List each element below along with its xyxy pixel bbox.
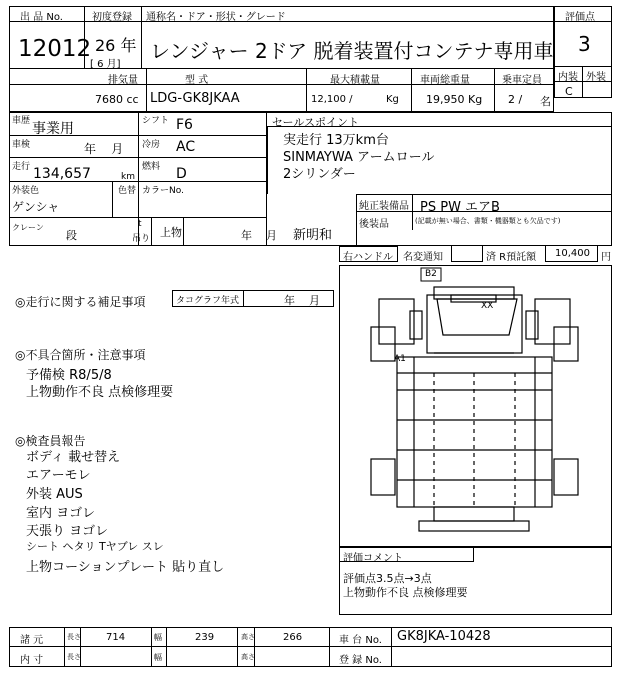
inspection-label: 車検 (12, 140, 31, 150)
reg-label: 登 録 No. (339, 655, 382, 666)
inspector-line-4: 室内 ヨゴレ (26, 506, 96, 521)
tachograph-date: 年 月 (284, 294, 320, 307)
defect-line-2: 上物動作不良 点検修理要 (26, 385, 174, 400)
interior-grade-label: 内装 (558, 72, 578, 83)
color-value: ゲンシャ (12, 200, 60, 214)
score-value: 3 (578, 32, 591, 56)
sales-line-3: 2シリンダー (283, 167, 356, 182)
comment-label: 評価コメント (343, 553, 403, 564)
shift-label: シフト (142, 116, 170, 126)
upper-date: 年 月 (241, 229, 277, 242)
capacity-unit: 名 (540, 95, 551, 108)
ac-label: 冷房 (142, 140, 161, 150)
gross-weight-label: 車両総重量 (420, 75, 470, 86)
crane-ton: t (138, 219, 142, 229)
upper-label-divider (152, 218, 184, 246)
upper-label: 上物 (160, 226, 182, 239)
name-change-box (451, 245, 483, 262)
name-change-label: 名変通知 (403, 252, 443, 263)
crane-divider (9, 218, 152, 246)
model-value: LDG-GK8JKAA (150, 91, 240, 106)
inspector-section: ◎検査員報告 (15, 434, 86, 448)
interior-footer-label: 内 寸 (20, 655, 44, 666)
damage-mark-b2: B2 (425, 269, 437, 279)
rear-step-outline (419, 521, 529, 531)
width-label-2: 幅 (154, 653, 162, 662)
history-value: 事業用 (32, 121, 74, 137)
history-label: 車歴 (12, 116, 31, 126)
lot-no-value: 12012 (18, 36, 92, 62)
rear-bumper-outline (434, 507, 514, 521)
tachograph-label: タコグラフ年式 (176, 296, 240, 306)
first-reg-year: 26 年 (95, 36, 137, 55)
length-label-2: 長さ (67, 653, 81, 661)
lot-no-label: 出 品 No. (20, 12, 63, 23)
crane-lift: 吊り (132, 234, 151, 244)
color-label: 外装色 (12, 186, 40, 196)
color-no-label: 色替 (118, 186, 137, 196)
length-value: 714 (106, 632, 126, 643)
interior-grade-value: C (565, 85, 573, 98)
cab-roof-outline (434, 287, 514, 299)
windshield-outline (437, 299, 517, 335)
mileage-unit: km (121, 172, 135, 182)
recycle-label: 済 R預託額 (486, 252, 537, 263)
equipment-value: PS PW エアB (420, 200, 500, 215)
inspector-line-6: シート ヘタリ Tヤブレ スレ (26, 540, 164, 553)
width-label: 幅 (154, 633, 162, 642)
upper-maker: 新明和 (293, 228, 333, 243)
max-load-label: 最大積載量 (330, 75, 380, 86)
equipment-left-edge (356, 194, 357, 246)
defect-section: ◎不具合箇所・注意事項 (15, 348, 146, 362)
spec-row-2 (9, 136, 267, 158)
sales-line-2: SINMAYWA アームロール (283, 150, 435, 165)
displacement-value: 7680 cc (95, 93, 139, 106)
rear-left-wheel-outline (371, 459, 395, 495)
capacity-label: 乗車定員 (502, 75, 542, 86)
inspector-line-2: エアーモレ (26, 468, 91, 483)
recycle-unit: 円 (601, 252, 611, 263)
spec-footer-label: 諸 元 (20, 635, 44, 646)
car-name: レンジャー 2ドア 脱着装置付コンテナ専用車 (150, 39, 554, 63)
score-label: 評価点 (565, 12, 595, 23)
comment-line-2: 上物動作不良 点検修理要 (343, 586, 468, 599)
mileage-label: 走行 (12, 162, 31, 172)
height-label-2: 高さ (241, 653, 255, 661)
inspection-value: 年 月 (84, 142, 124, 156)
inspector-line-1: ボディ 載せ替え (26, 450, 121, 465)
front-left-fender-outline (379, 299, 414, 344)
chassis-label: 車 台 No. (339, 635, 382, 646)
right-mirror-outline (526, 311, 538, 339)
equipment-label: 純正装備品 (359, 201, 409, 212)
recycle-value: 10,400 (555, 248, 590, 259)
defect-line-1: 予備検 R8/5/8 (26, 368, 112, 383)
aftermarket-label: 後装品 (359, 219, 389, 230)
inspector-line-3: 外装 AUS (26, 487, 83, 502)
first-reg-label: 初度登録 (92, 12, 132, 23)
name-label: 通称名・ドア・形状・グレード (146, 12, 286, 23)
damage-mark-a1: A1 (394, 354, 406, 364)
crane-stage: 段 (66, 229, 77, 242)
sales-line-1: 実走行 13万km台 (283, 133, 389, 148)
shift-value: F6 (176, 117, 193, 133)
ac-value: AC (176, 139, 196, 155)
aftermarket-note: (記載が無い場合、書類・機器類とも欠品です) (415, 217, 561, 225)
tachograph-section: ◎走行に関する補足事項 (15, 295, 146, 309)
chassis-value: GK8JKA-10428 (397, 629, 491, 644)
model-label: 型 式 (185, 75, 209, 86)
rear-right-wheel-outline (554, 459, 578, 495)
height-value: 266 (283, 632, 303, 643)
capacity-value: 2 / (508, 93, 523, 106)
color-code-label: カラーNo. (142, 186, 184, 196)
max-load-unit: Kg (386, 94, 399, 105)
width-value: 239 (195, 632, 215, 643)
inspector-line-7: 上物コーションプレート 貼り直し (26, 560, 225, 575)
crane-label: クレーン (12, 223, 44, 232)
comment-line-1: 評価点3.5点→3点 (343, 572, 432, 585)
steering-value: 右ハンドル (343, 252, 393, 263)
gross-weight-value: 19,950 Kg (426, 93, 483, 106)
height-label: 高さ (241, 633, 255, 641)
fuel-value: D (176, 166, 187, 182)
truck-diagram (339, 265, 612, 547)
inspector-line-5: 天張り ヨゴレ (26, 524, 109, 539)
sales-point-label: セールスポイント (272, 116, 360, 129)
max-load-value: 12,100 / (311, 94, 353, 105)
left-mirror-outline (410, 311, 422, 339)
exterior-grade-label: 外装 (586, 72, 606, 83)
sales-inner-box (267, 126, 612, 194)
first-reg-month: [ 6 月] (90, 59, 121, 70)
front-right-fender-outline (535, 299, 570, 344)
displacement-label: 排気量 (108, 75, 138, 86)
damage-mark-xx: XX (481, 301, 494, 311)
length-label: 長さ (67, 633, 81, 641)
mileage-value: 134,657 (33, 166, 91, 182)
fuel-label: 燃料 (142, 162, 161, 172)
